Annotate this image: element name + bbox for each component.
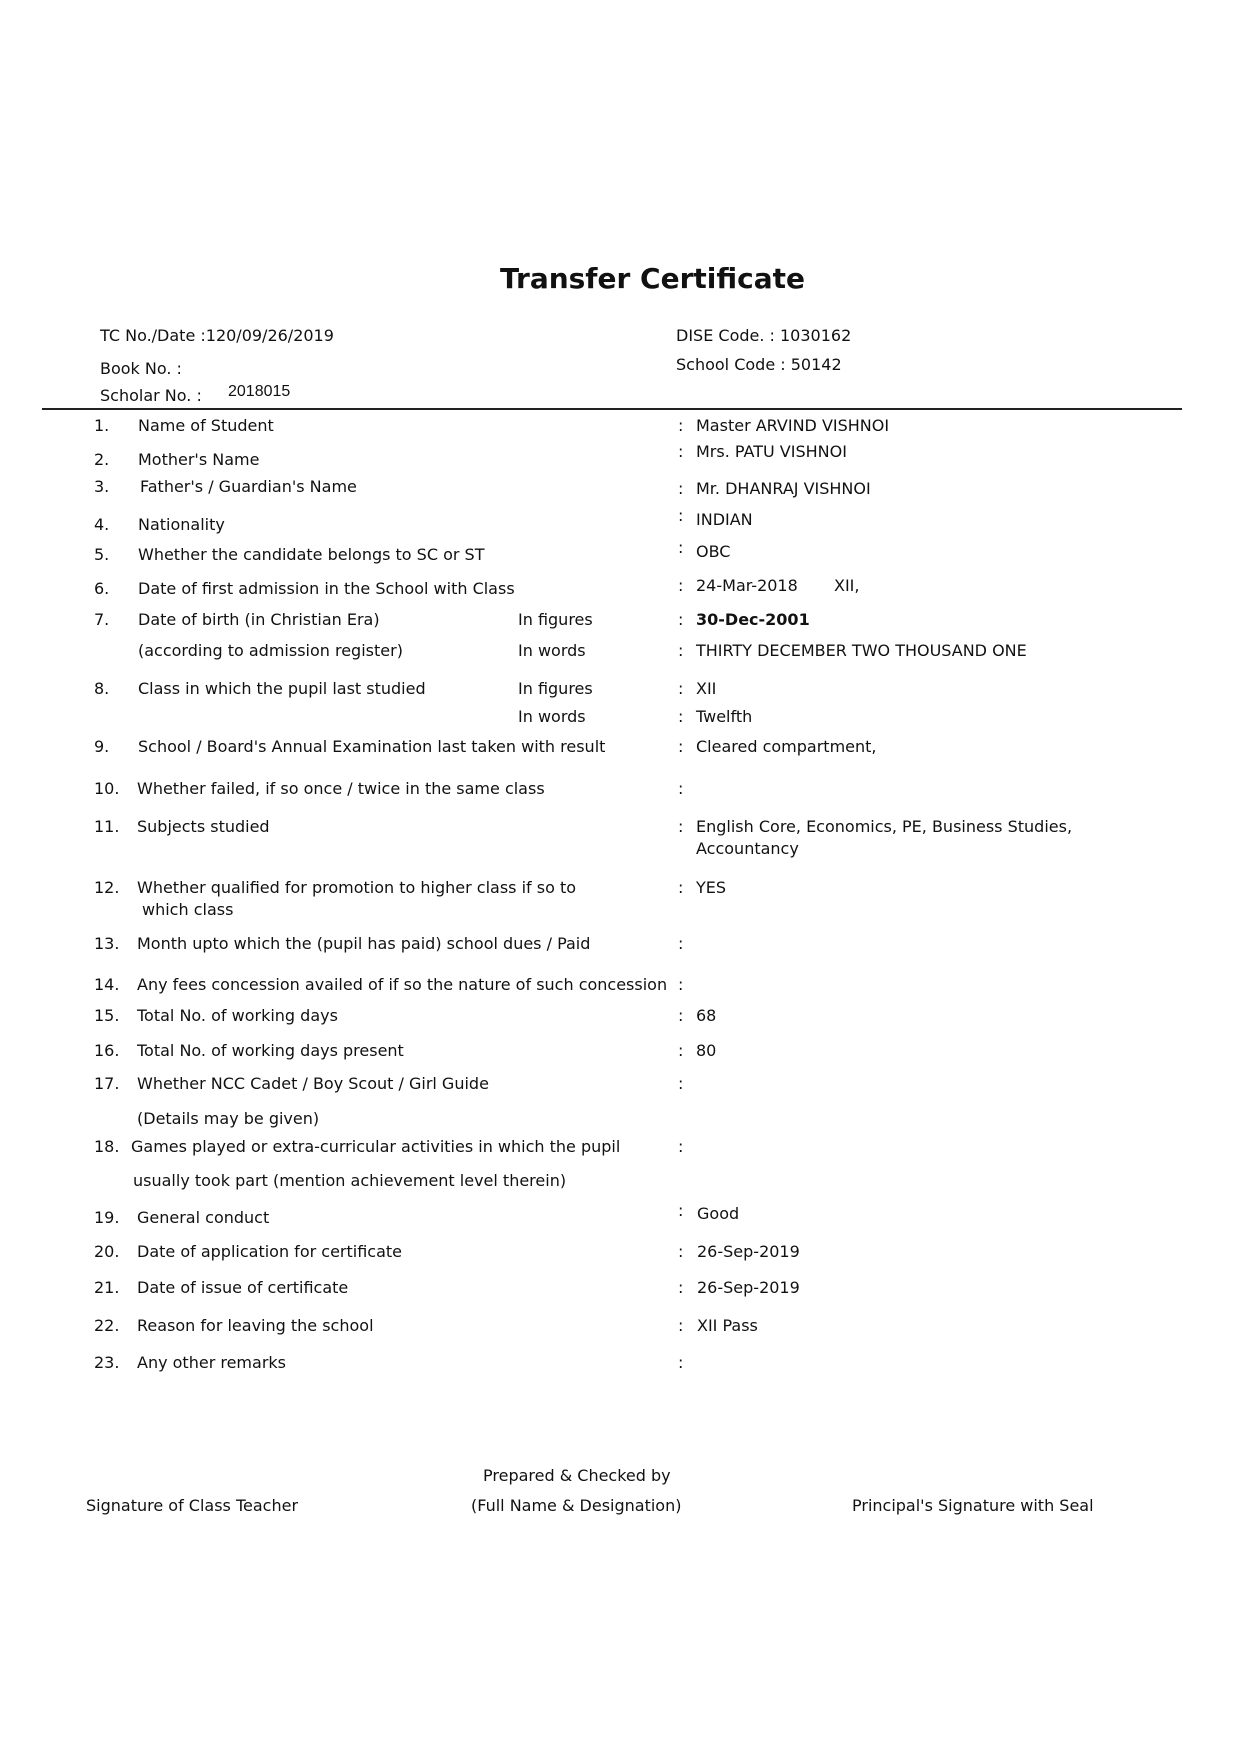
field-label: Whether NCC Cadet / Boy Scout / Girl Guide <box>137 1074 489 1093</box>
row-number: 12. <box>94 878 120 897</box>
field-label-continued: (according to admission register) <box>138 641 403 660</box>
row-number: 16. <box>94 1041 120 1060</box>
field-label: Total No. of working days present <box>137 1041 404 1060</box>
field-label: General conduct <box>137 1208 270 1227</box>
row-number: 2. <box>94 450 110 469</box>
colon: : <box>678 1353 684 1372</box>
working-days-value: 68 <box>696 1006 717 1025</box>
field-label: Date of first admission in the School with Class <box>138 579 515 598</box>
conduct-value: Good <box>697 1204 740 1223</box>
row-number: 7. <box>94 610 110 629</box>
row-number: 23. <box>94 1353 120 1372</box>
prepared-by-label: Prepared & Checked by <box>483 1466 671 1485</box>
document-title: Transfer Certificate <box>499 262 805 295</box>
colon: : <box>678 934 684 953</box>
class-teacher-signature-label: Signature of Class Teacher <box>86 1496 299 1515</box>
field-label: Mother's Name <box>138 450 260 469</box>
colon: : <box>678 1041 684 1060</box>
promotion-value: YES <box>696 878 727 897</box>
application-date-value: 26-Sep-2019 <box>697 1242 800 1261</box>
row-number: 15. <box>94 1006 120 1025</box>
field-label-continued: which class <box>142 900 234 919</box>
colon: : <box>678 538 684 557</box>
field-label: Any other remarks <box>137 1353 286 1372</box>
colon: : <box>678 416 684 435</box>
last-class-figures-value: XII <box>696 679 717 698</box>
colon: : <box>678 479 684 498</box>
field-label: Any fees concession availed of if so the nature of such concession <box>137 975 668 994</box>
row-number: 1. <box>94 416 110 435</box>
row-number: 5. <box>94 545 110 564</box>
field-label: Class in which the pupil last studied <box>138 679 426 698</box>
colon: : <box>678 506 684 525</box>
exam-result-value: Cleared compartment, <box>696 737 877 756</box>
row-number: 9. <box>94 737 110 756</box>
subjects-value: English Core, Economics, PE, Business Studies, <box>696 817 1073 836</box>
row-number: 13. <box>94 934 120 953</box>
admission-date-value: 24-Mar-2018 <box>696 576 798 595</box>
student-name-value: Master ARVIND VISHNOI <box>696 416 890 435</box>
row-number: 19. <box>94 1208 120 1227</box>
field-label-continued: usually took part (mention achievement level therein) <box>133 1171 567 1190</box>
field-label: Reason for leaving the school <box>137 1316 374 1335</box>
field-label: Date of issue of certificate <box>137 1278 349 1297</box>
days-present-value: 80 <box>696 1041 717 1060</box>
colon: : <box>678 1316 684 1335</box>
colon: : <box>678 1201 684 1220</box>
in-words-label: In words <box>518 641 586 660</box>
row-number: 10. <box>94 779 120 798</box>
scholar-no-value: 2018015 <box>228 383 291 400</box>
row-number: 4. <box>94 515 110 534</box>
colon: : <box>678 576 684 595</box>
in-figures-label: In figures <box>518 679 593 698</box>
issue-date-value: 26-Sep-2019 <box>697 1278 800 1297</box>
row-number: 20. <box>94 1242 120 1261</box>
last-class-words-value: Twelfth <box>696 707 753 726</box>
colon: : <box>678 442 684 461</box>
row-number: 22. <box>94 1316 120 1335</box>
colon: : <box>678 1006 684 1025</box>
row-number: 18. <box>94 1137 120 1156</box>
subjects-value-continued: Accountancy <box>696 839 799 858</box>
in-words-label: In words <box>518 707 586 726</box>
field-label: Subjects studied <box>137 817 270 836</box>
field-label: Date of birth (in Christian Era) <box>138 610 380 629</box>
leaving-reason-value: XII Pass <box>697 1316 758 1335</box>
field-label-continued: (Details may be given) <box>137 1109 320 1128</box>
nationality-value: INDIAN <box>696 510 753 529</box>
full-name-designation-label: (Full Name & Designation) <box>471 1496 682 1515</box>
school-code: School Code : 50142 <box>676 355 842 374</box>
field-label: Games played or extra-curricular activities in which the pupil <box>131 1137 621 1156</box>
dob-figures-value: 30-Dec-2001 <box>696 610 810 629</box>
row-number: 3. <box>94 477 110 496</box>
principal-signature-label: Principal's Signature with Seal <box>852 1496 1094 1515</box>
field-label: Whether the candidate belongs to SC or ST <box>138 545 485 564</box>
book-no: Book No. : <box>100 359 182 378</box>
colon: : <box>678 1074 684 1093</box>
father-name-value: Mr. DHANRAJ VISHNOI <box>696 479 871 498</box>
header-divider <box>42 408 1182 410</box>
row-number: 21. <box>94 1278 120 1297</box>
dob-words-value: THIRTY DECEMBER TWO THOUSAND ONE <box>696 641 1027 660</box>
colon: : <box>678 1278 684 1297</box>
field-label: Total No. of working days <box>137 1006 338 1025</box>
mother-name-value: Mrs. PATU VISHNOI <box>696 442 847 461</box>
colon: : <box>678 679 684 698</box>
row-number: 8. <box>94 679 110 698</box>
field-label: Month upto which the (pupil has paid) school dues / Paid <box>137 934 591 953</box>
in-figures-label: In figures <box>518 610 593 629</box>
colon: : <box>678 878 684 897</box>
colon: : <box>678 779 684 798</box>
field-label: Date of application for certificate <box>137 1242 402 1261</box>
row-number: 6. <box>94 579 110 598</box>
colon: : <box>678 610 684 629</box>
dise-code: DISE Code. : 1030162 <box>676 326 852 345</box>
field-label: Whether failed, if so once / twice in the same class <box>137 779 545 798</box>
colon: : <box>678 975 684 994</box>
field-label: School / Board's Annual Examination last taken with result <box>138 737 606 756</box>
colon: : <box>678 817 684 836</box>
category-value: OBC <box>696 542 731 561</box>
row-number: 11. <box>94 817 120 836</box>
row-number: 14. <box>94 975 120 994</box>
colon: : <box>678 707 684 726</box>
colon: : <box>678 1137 684 1156</box>
tc-no-date: TC No./Date :120/09/26/2019 <box>100 326 334 345</box>
field-label: Whether qualified for promotion to higher class if so to <box>137 878 577 897</box>
field-label: Nationality <box>138 515 225 534</box>
field-label: Father's / Guardian's Name <box>140 477 357 496</box>
colon: : <box>678 641 684 660</box>
row-number: 17. <box>94 1074 120 1093</box>
scholar-no-label: Scholar No. : <box>100 386 202 405</box>
admission-class-value: XII, <box>834 576 860 595</box>
field-label: Name of Student <box>138 416 274 435</box>
colon: : <box>678 737 684 756</box>
colon: : <box>678 1242 684 1261</box>
